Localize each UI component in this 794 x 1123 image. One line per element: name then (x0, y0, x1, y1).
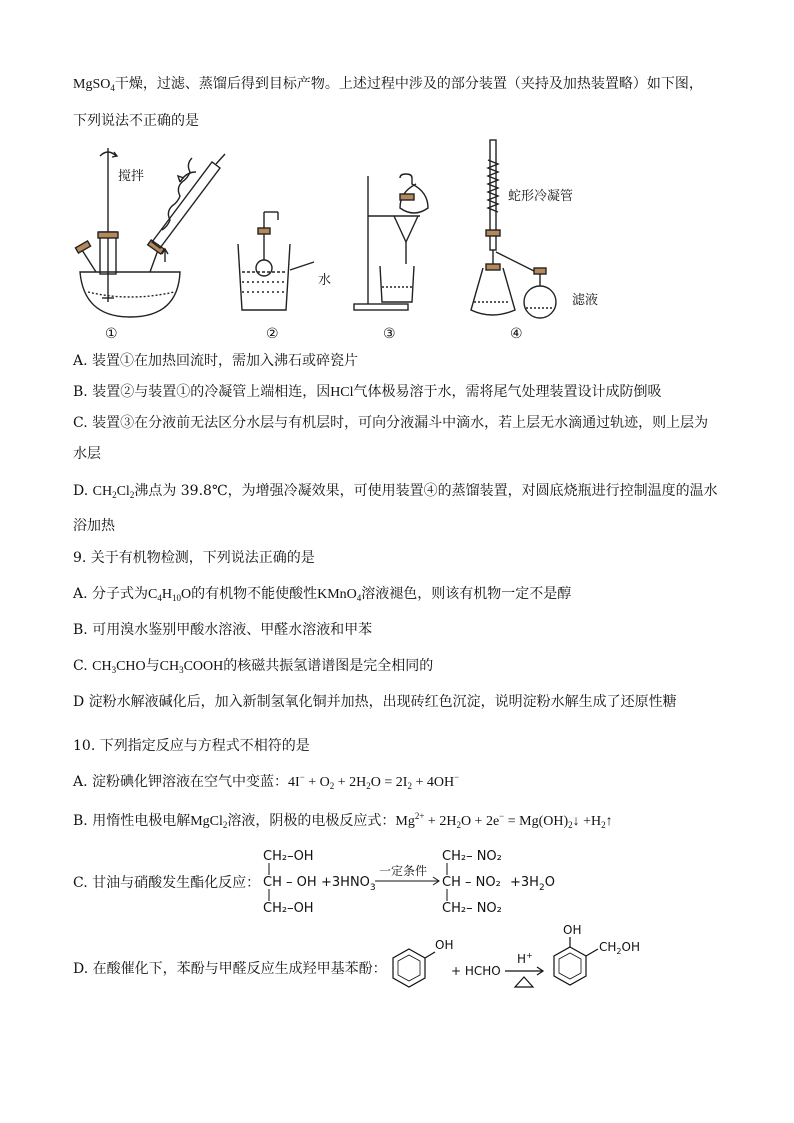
q8-option-b: B. 装置②与装置①的冷凝管上端相连，因HCl气体极易溶于水，需将尾气处理装置设计成防倒吸 (73, 384, 662, 400)
label-number-2: ② (266, 326, 279, 342)
nitrate-row-1: CH₂– NO₂ (442, 849, 502, 864)
q10-option-c: C. 甘油与硝酸发生酯化反应： (73, 875, 261, 891)
svg-text:CH2OH: $CH_2OH$ (599, 940, 640, 956)
apparatus-4 (471, 140, 556, 318)
equation-b: $Mg^{2+} + 2H_2O + 2e^-$ = $Mg(OH)_2↓$ $+H_2↑$ (395, 811, 613, 830)
water-product: +3H (510, 875, 539, 890)
stir-label: 搅拌 (118, 169, 145, 184)
water-label: 水 (318, 273, 332, 288)
q10-option-d: D. 在酸催化下，苯酚与甲醛反应生成羟甲基苯酚： (73, 961, 387, 977)
q10-option-a: A. 淀粉碘化钾溶液在空气中变蓝：$4I^- + O_2 + 2H_2O = 2I_2 + 4OH^-$ (73, 772, 460, 791)
svg-text:+3H2O: $+3H_2O$ (510, 875, 555, 893)
glycerol-row-2: CH – OH (263, 875, 317, 890)
equation-a: $4I^- + O_2 + 2H_2O = 2I_2 + 4OH^-$ (288, 772, 460, 791)
q8-option-d-cont: 浴加热 (73, 518, 115, 534)
glycerol-row-1: CH₂–OH (263, 849, 314, 864)
mgso4-formula: MgSO$_4$ (73, 77, 115, 93)
product-ch2oh: CH (599, 940, 617, 954)
nitrate-row-2: CH – NO₂ (442, 875, 501, 890)
nitrate-row-3: CH₂– NO₂ (442, 901, 502, 916)
q9-title: 9. 关于有机物检测，下列说法正确的是 (73, 550, 315, 566)
formaldehyde-reagent: + HCHO (451, 964, 501, 978)
q9-option-a: A. 分子式为$C_4H_{10}O$的有机物不能使酸性KMnO$_4$溶液褪色，则该有机物一定不是醇 (73, 586, 572, 603)
apparatus-3 (354, 174, 428, 310)
svg-text:H+: H+ (517, 951, 533, 966)
acid-catalyst: H (517, 952, 527, 966)
q9-option-c: C. $CH_3CHO$与$CH_3COOH$的核磁共振氢谱谱图是完全相同的 (73, 658, 434, 675)
phenol-formaldehyde-equation (385, 925, 685, 1005)
label-number-4: ④ (510, 326, 523, 342)
apparatus-2 (238, 212, 314, 310)
glycerol-nitration-equation (255, 845, 575, 920)
apparatus-figure (70, 132, 630, 347)
q8-option-c-cont: 水层 (73, 446, 101, 462)
intro-line-2: 下列说法不正确的是 (73, 113, 199, 129)
q10-title: 10. 下列指定反应与方程式不相符的是 (73, 738, 310, 754)
q10-option-b: B. 用惰性电极电解MgCl$_2$溶液，阴极的电极反应式：$Mg^{2+} + 2H_2O + 2e^-$ = $Mg(OH)_2↓$ $+H_2↑$ (73, 811, 613, 830)
label-number-1: ① (105, 326, 118, 342)
intro-line-1 (73, 73, 703, 93)
label-number-3: ③ (383, 326, 396, 342)
intro-text: 干燥，过滤、蒸馏后得到目标产物。上述过程中涉及的部分装置（夹持及加热装置略）如下图， (114, 76, 703, 92)
apparatus-1 (75, 148, 225, 317)
q8-option-c: C. 装置③在分液前无法区分水层与有机层时，可向分液漏斗中滴水，若上层无水滴通过轨迹，则上层为 (73, 415, 709, 431)
q8-option-a: A. 装置①在加热回流时，需加入沸石或碎瓷片 (73, 353, 359, 369)
nitric-acid-reagent: +3HNO (321, 875, 370, 890)
product-oh: OH (563, 925, 582, 937)
reaction-condition: 一定条件 (379, 864, 428, 878)
glycerol-row-3: CH₂–OH (263, 901, 314, 916)
phenol-oh: OH (435, 938, 454, 952)
condenser-label: 蛇形冷凝管 (508, 189, 574, 204)
q8-option-d: D. $CH_2Cl_2$沸点为 39.8℃，为增强冷凝效果，可使用装置④的蒸馏装置，对圆底烧瓶进行控制温度的温水 (73, 483, 718, 500)
q9-option-d: D 淀粉水解液碱化后，加入新制氢氧化铜并加热，出现砖红色沉淀，说明淀粉水解生成了还原性糖 (73, 694, 677, 710)
svg-text:+3HNO3: $+3HNO_3$ (321, 875, 376, 893)
q9-option-b: B. 可用溴水鉴别甲酸水溶液、甲醛水溶液和甲苯 (73, 622, 373, 638)
filtrate-label: 滤液 (572, 293, 599, 308)
